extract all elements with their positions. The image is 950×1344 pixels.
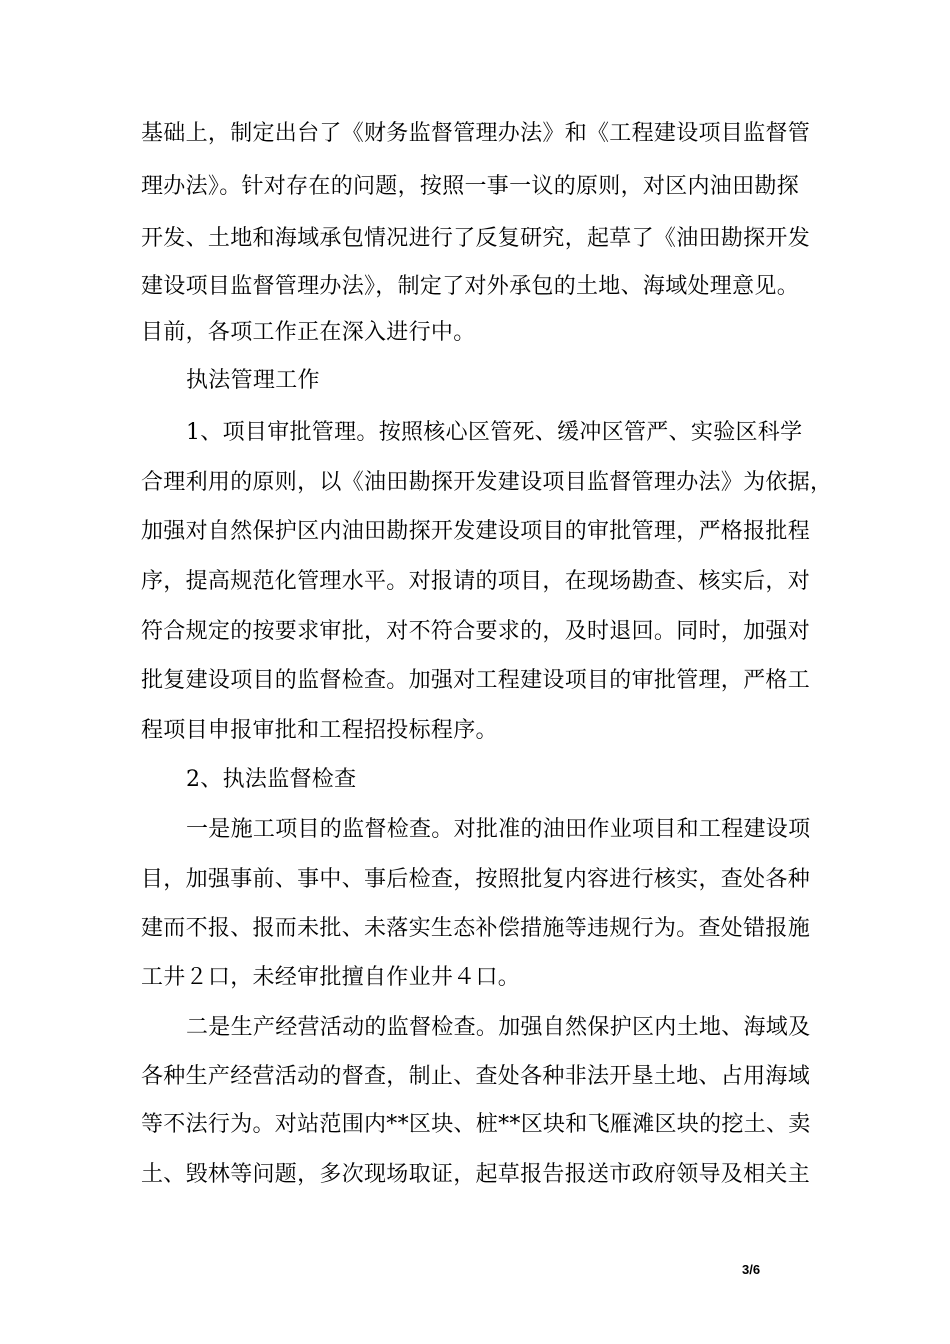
body-text-line: 符合规定的按要求审批，对不符合要求的，及时退回。同时，加强对 (141, 619, 811, 644)
body-text-line: 土、毁林等问题，多次现场取证，起草报告报送市政府领导及相关主 (141, 1162, 811, 1187)
body-text-line: 目前，各项工作正在深入进行中。 (141, 320, 476, 345)
body-text-line: 各种生产经营活动的督查，制止、查处各种非法开垦土地、占用海域 (141, 1064, 811, 1089)
body-text-line: 工井２口，未经审批擅自作业井４口。 (141, 965, 521, 990)
body-text-line: 基础上，制定出台了《财务监督管理办法》和《工程建设项目监督管 (141, 121, 811, 146)
body-text-line: 建设项目监督管理办法》，制定了对外承包的土地、海域处理意见。 (141, 274, 800, 299)
page-number: 3/6 (742, 1262, 761, 1277)
subsection-heading: 2、执法监督检查 (186, 767, 357, 792)
body-text-line: 一是施工项目的监督检查。对批准的油田作业项目和工程建设项 (186, 817, 811, 842)
section-heading: 执法管理工作 (186, 368, 320, 393)
body-text-line: 程项目申报审批和工程招投标程序。 (141, 718, 498, 743)
body-text-line: 等不法行为。对站范围内**区块、桩**区块和飞雁滩区块的挖土、卖 (141, 1112, 811, 1137)
body-text-line: 合理利用的原则，以《油田勘探开发建设项目监督管理办法》为依据， (141, 470, 833, 495)
body-text-line: 批复建设项目的监督检查。加强对工程建设项目的审批管理，严格工 (141, 668, 811, 693)
body-text-line: 加强对自然保护区内油田勘探开发建设项目的审批管理，严格报批程 (141, 519, 811, 544)
body-text-line: 1、项目审批管理。按照核心区管死、缓冲区管严、实验区科学 (186, 420, 803, 445)
body-text-line: 开发、土地和海域承包情况进行了反复研究，起草了《油田勘探开发 (141, 226, 811, 251)
body-text-line: 理办法》。针对存在的问题，按照一事一议的原则，对区内油田勘探 (141, 174, 800, 199)
body-text-line: 建而不报、报而未批、未落实生态补偿措施等违规行为。查处错报施 (141, 916, 811, 941)
body-text-line: 目，加强事前、事中、事后检查，按照批复内容进行核实，查处各种 (141, 867, 811, 892)
body-text-line: 序，提高规范化管理水平。对报请的项目，在现场勘查、核实后，对 (141, 569, 811, 594)
body-text-line: 二是生产经营活动的监督检查。加强自然保护区内土地、海域及 (186, 1015, 811, 1040)
